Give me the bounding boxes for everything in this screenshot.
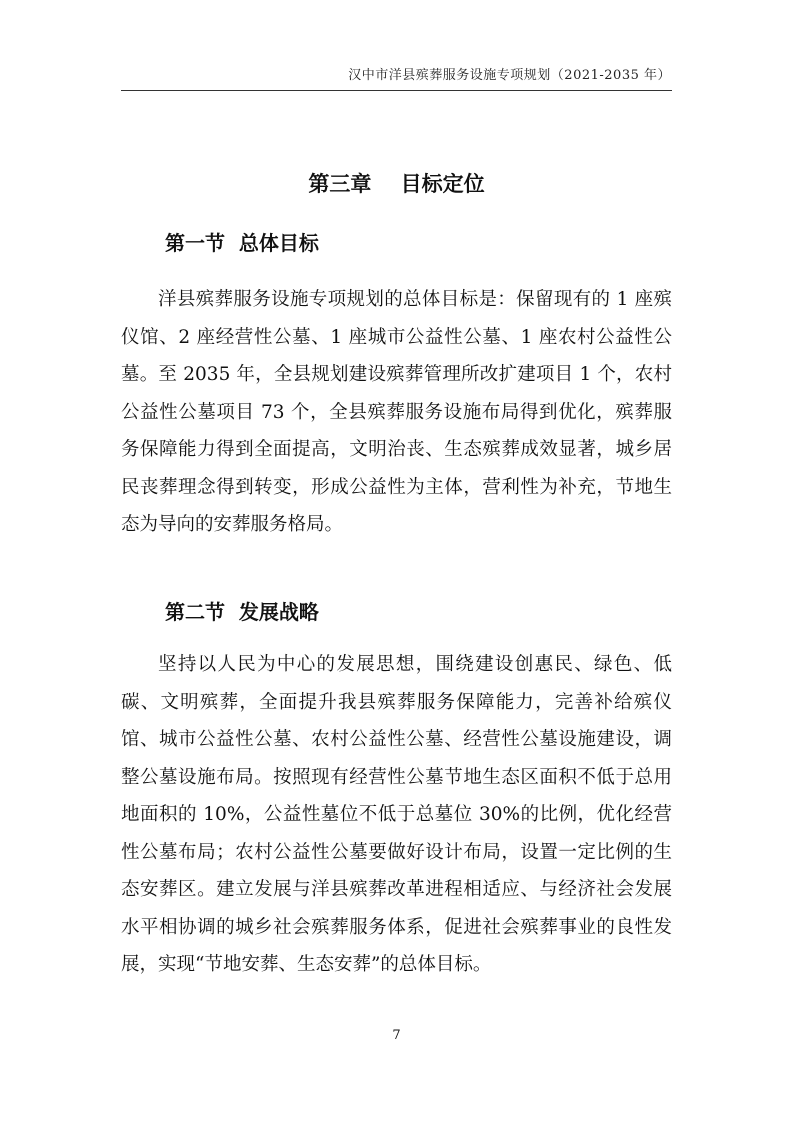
section-title-development-strategy: 第二节 发展战略 — [165, 600, 319, 624]
chapter-title: 第三章 目标定位 — [308, 172, 485, 196]
section-title-overall-goal: 第一节 总体目标 — [165, 231, 319, 255]
header-divider — [121, 90, 672, 91]
paragraph-overall-goal: 洋县殡葬服务设施专项规划的总体目标是：保留现有的 1 座殡仪馆、2 座经营性公墓、1 座城市公益性公墓、1 座农村公益性公墓。至 2035 年，全县规划建设殡葬管理所改扩建项目 1 个，农村公益性公墓项目 73 个，全县殡葬服务设施布局得到优化，殡葬服务保障能力得到全面提高，文明治丧、生态殡葬成效显著，城乡居民丧葬理念得到转变，形成公益性为主体，营利性为补充，节地生态为导向的安葬服务格局。 — [121, 289, 672, 535]
paragraph-development-strategy: 坚持以人民为中心的发展思想，围绕建设创惠民、绿色、低碳、文明殡葬，全面提升我县殡葬服务保障能力，完善补给殡仪馆、城市公益性公墓、农村公益性公墓、经营性公墓设施建设，调整公墓设施布局。按照现有经营性公墓节地生态区面积不低于总用地面积的 10%，公益性墓位不低于总墓位 30%的比例，优化经营性公墓布局；农村公益性公墓要做好设计布局，设置一定比例的生态安葬区。建立发展与洋县殡葬改革进程相适应、与经济社会发展水平相协调的城乡社会殡葬服务体系，促进社会殡葬事业的良性发展，实现“节地安葬、生态安葬”的总体目标。 — [121, 654, 672, 975]
page-number: 7 — [392, 1028, 401, 1043]
running-header: 汉中市洋县殡葬服务设施专项规划（2021-2035 年） — [348, 68, 671, 83]
